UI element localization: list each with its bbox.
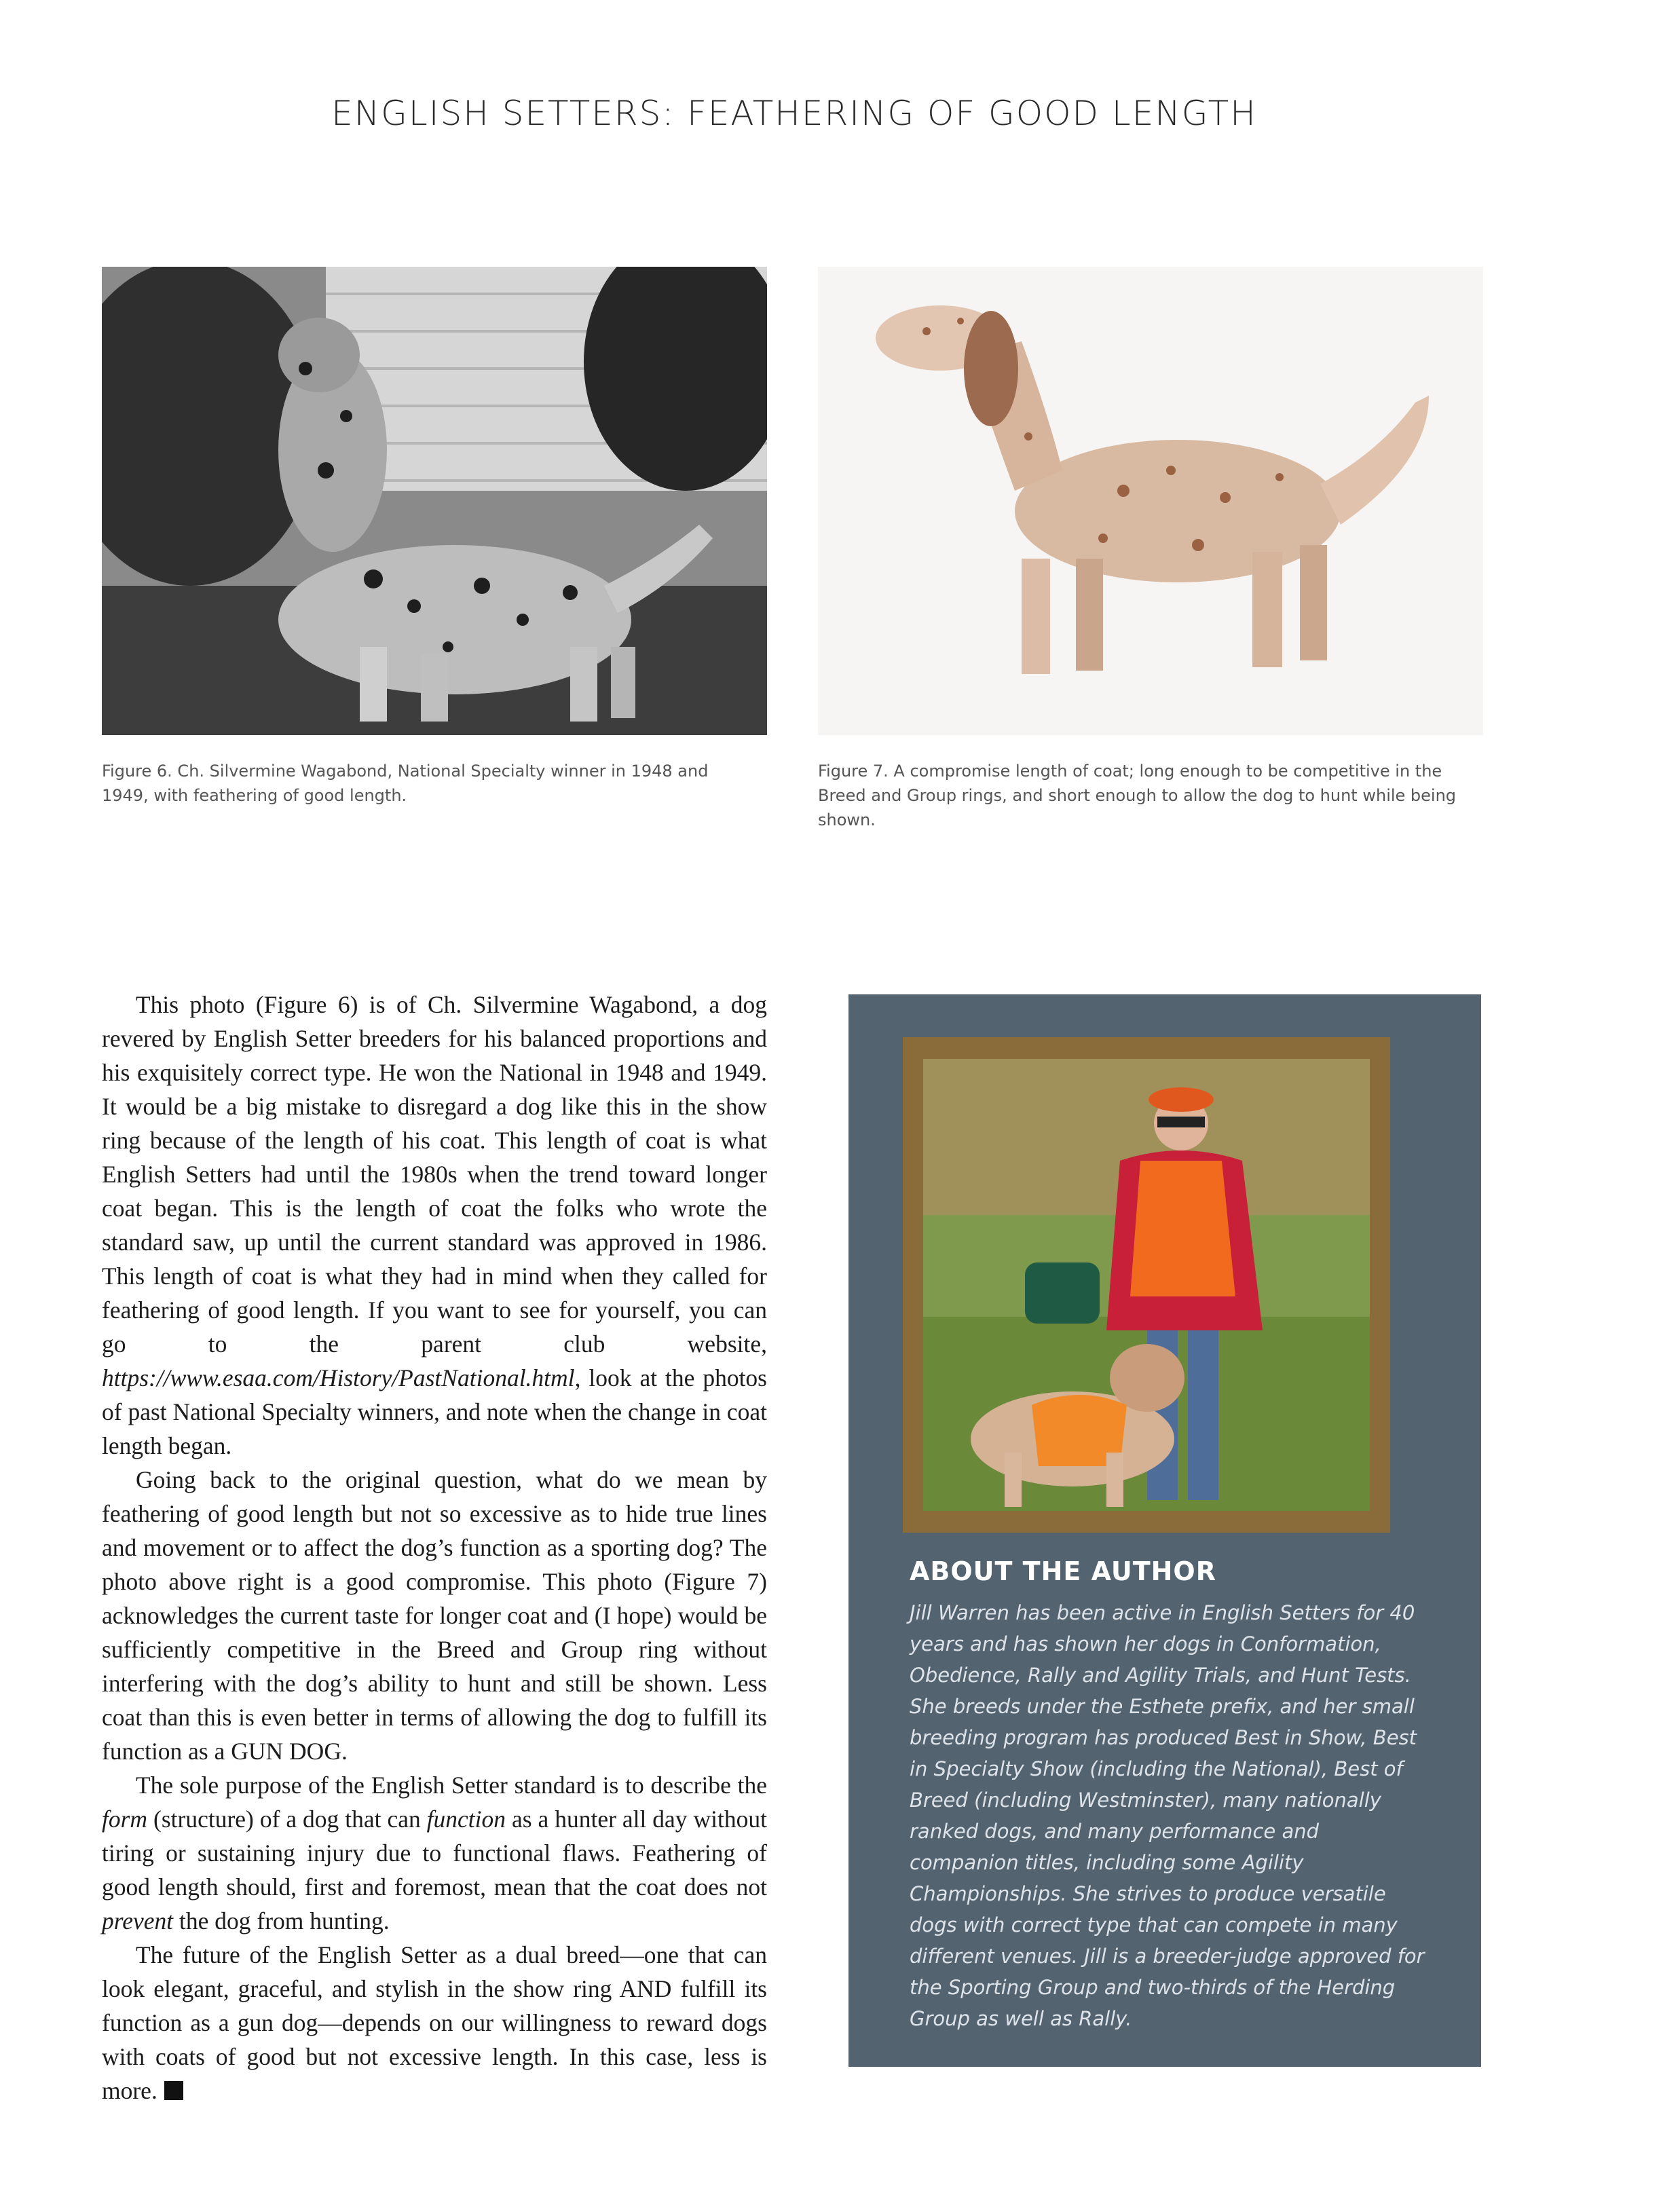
paragraph-text: The sole purpose of the English Setter standard is to describe the xyxy=(136,1772,767,1799)
author-bio: Jill Warren has been active in English Setters for 40 years and has shown her dogs in Conformation, Obedience, Rally and Agility Trials, and Hunt Tests. She breeds under the Esthete prefix, and her small breeding program has produced Best in Show, Best in Specialty Show (including the National), Best of Breed (including Westminster), many nationally ranked dogs, and many performance and companion titles, including some Agility Championships. She strives to produce versatile dogs with correct type that can compete in many different venues. Jill is a breeder-judge approved for the Sporting Group and two-thirds of the Herding Group as well as Rally. xyxy=(910,1601,1425,2030)
paragraph-text: The future of the English Setter as a dual breed—one that can look elegant, graceful, and stylish in the show ring AND fulfill its function as a gun dog—depends on our willingness to reward dogs with coats of good but not excessive length. In this case, less is more. xyxy=(102,1941,767,2104)
paragraph-text: the dog from hunting. xyxy=(179,1907,390,1934)
article-paragraph-2: Going back to the original question, what do we mean by feathering of good length but not so excessive as to hide true lines and movement or to affect the dog’s function as a sporting dog? The photo above right is a good compromise. This photo (Figure 7) acknowledges the current taste for longer coat and (I hope) would be sufficiently competitive in the Breed and Group ring without interfering with the dog’s ability to hunt and still be shown. Less coat than this is even better in terms of allowing the dog to fulfill its function as a GUN DOG. xyxy=(102,1466,767,1765)
article-paragraph-4 xyxy=(102,1938,767,2108)
paragraph-text: (structure) of a dog that can xyxy=(153,1806,421,1833)
emphasis-function: function xyxy=(426,1806,506,1833)
article-paragraph-3 xyxy=(102,1768,767,1938)
emphasis-form: form xyxy=(102,1806,148,1833)
figure-6-caption: Figure 6. Ch. Silvermine Wagabond, National Specialty winner in 1948 and 1949, with feathering of good length. xyxy=(102,762,709,805)
about-author-heading: ABOUT THE AUTHOR xyxy=(910,1556,1216,1586)
emphasis-prevent: prevent xyxy=(102,1907,174,1934)
paragraph-text: , look at the photos of past National Specialty winners, and note when the change in coat length began. xyxy=(102,1364,767,1459)
club-website-link: https://www.esaa.com/History/PastNational.html xyxy=(102,1364,575,1391)
end-mark-icon xyxy=(164,2081,183,2100)
page-title: ENGLISH SETTERS: FEATHERING OF GOOD LENGTH xyxy=(331,94,1257,133)
article-paragraph-1 xyxy=(102,988,767,1463)
about-author-box xyxy=(848,994,1481,2067)
figure-7-caption: Figure 7. A compromise length of coat; long enough to be competitive in the Breed and Group rings, and short enough to allow the dog to hunt while being shown. xyxy=(818,762,1457,829)
author-photo-frame xyxy=(903,1037,1390,1533)
paragraph-text: This photo (Figure 6) is of Ch. Silvermine Wagabond, a dog revered by English Setter breeders for his balanced proportions and his exquisitely correct type. He won the National in 1948 and 1949. It would be a big mistake to disregard a dog like this in the show ring because of the length of his coat. This length of coat is what English Setters had until the 1980s when the trend toward longer coat began. This is the length of coat the folks who wrote the standard saw, up until the current standard was approved in 1986. This length of coat is what they had in mind when they called for feathering of good length. If you want to see for yourself, you can go to the parent club website, xyxy=(102,991,767,1358)
author-photo xyxy=(923,1059,1370,1511)
figure-6-photo xyxy=(102,267,767,735)
paragraph-text: as a hunter all day without tiring or sustaining injury due to functional flaws. Feathering of good length should, first and foremost, mean that the coat does not xyxy=(102,1806,767,1901)
article-body xyxy=(102,988,767,2108)
figure-7-photo xyxy=(818,267,1483,735)
